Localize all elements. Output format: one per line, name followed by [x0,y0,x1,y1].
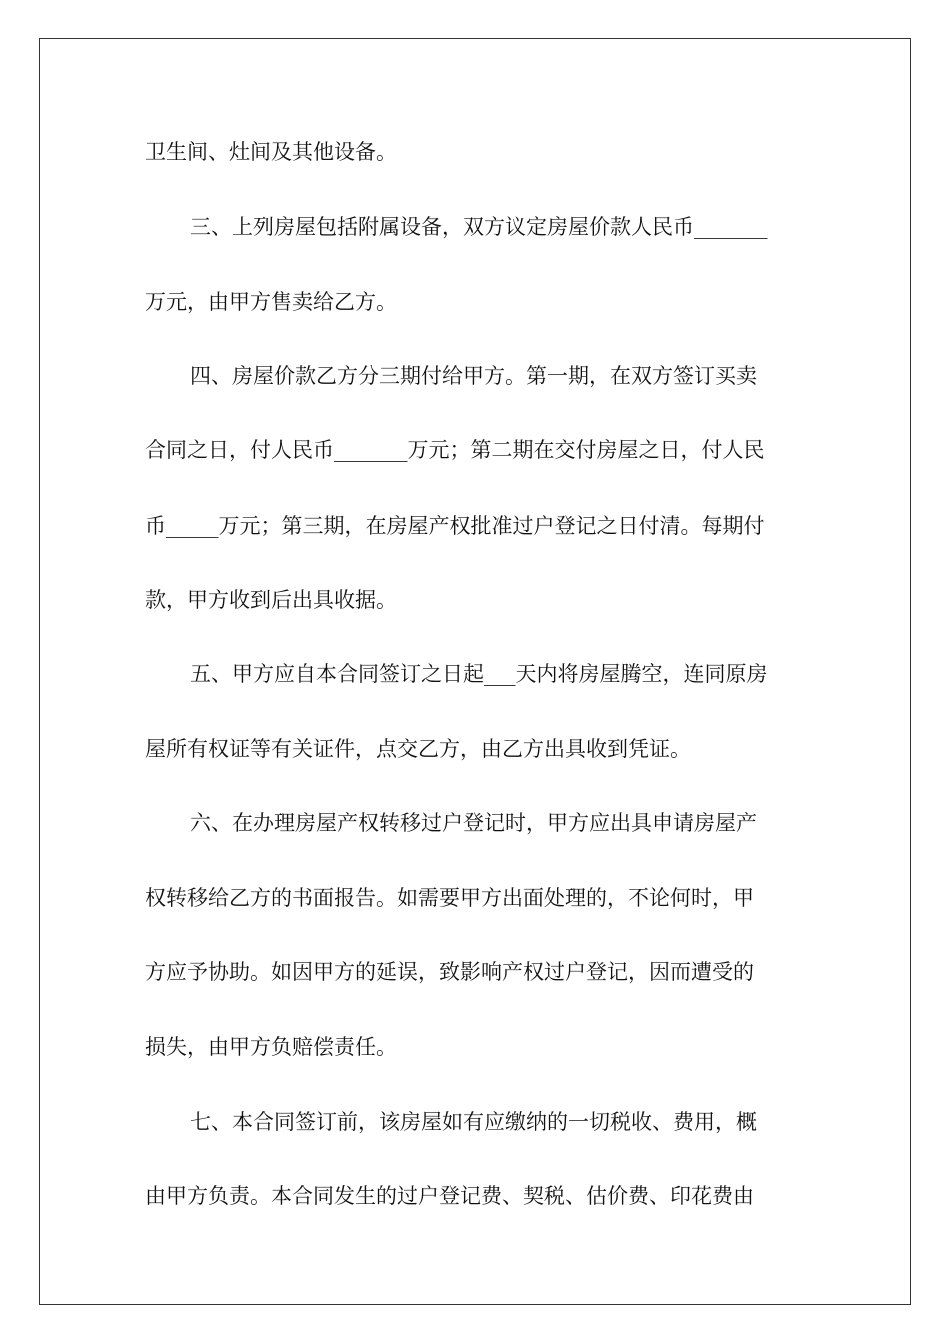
clause-7-line-2: 由甲方负责。本合同发生的过户登记费、契税、估价费、印花费由 [145,1184,754,1208]
clause-6-line-3: 方应予协助。如因甲方的延误，致影响产权过户登记，因而遭受的 [145,960,754,984]
clause-4-line-2: 合同之日，付人民币_______万元；第二期在交付房屋之日，付人民 [145,438,765,462]
clause-3-line-2: 万元，由甲方售卖给乙方。 [145,290,397,314]
clause-3-line-1: 三、上列房屋包括附属设备，双方议定房屋价款人民币_______ [190,215,768,239]
clause-4-line-1: 四、房屋价款乙方分三期付给甲方。第一期，在双方签订买卖 [190,364,757,388]
text-line-1: 卫生间、灶间及其他设备。 [145,140,397,164]
clause-6-line-4: 损失，由甲方负赔偿责任。 [145,1035,397,1059]
clause-6-line-2: 权转移给乙方的书面报告。如需要甲方出面处理的，不论何时，甲 [145,886,754,910]
clause-4-line-4: 款，甲方收到后出具收据。 [145,588,397,612]
clause-4-line-3: 币_____万元；第三期，在房屋产权批准过户登记之日付清。每期付 [145,514,765,538]
clause-5-line-2: 屋所有权证等有关证件，点交乙方，由乙方出具收到凭证。 [145,737,691,761]
clause-7-line-1: 七、本合同签订前，该房屋如有应缴纳的一切税收、费用，概 [190,1110,757,1134]
clause-6-line-1: 六、在办理房屋产权转移过户登记时，甲方应出具申请房屋产 [190,811,757,835]
clause-5-line-1: 五、甲方应自本合同签订之日起___天内将房屋腾空，连同原房 [190,662,768,686]
